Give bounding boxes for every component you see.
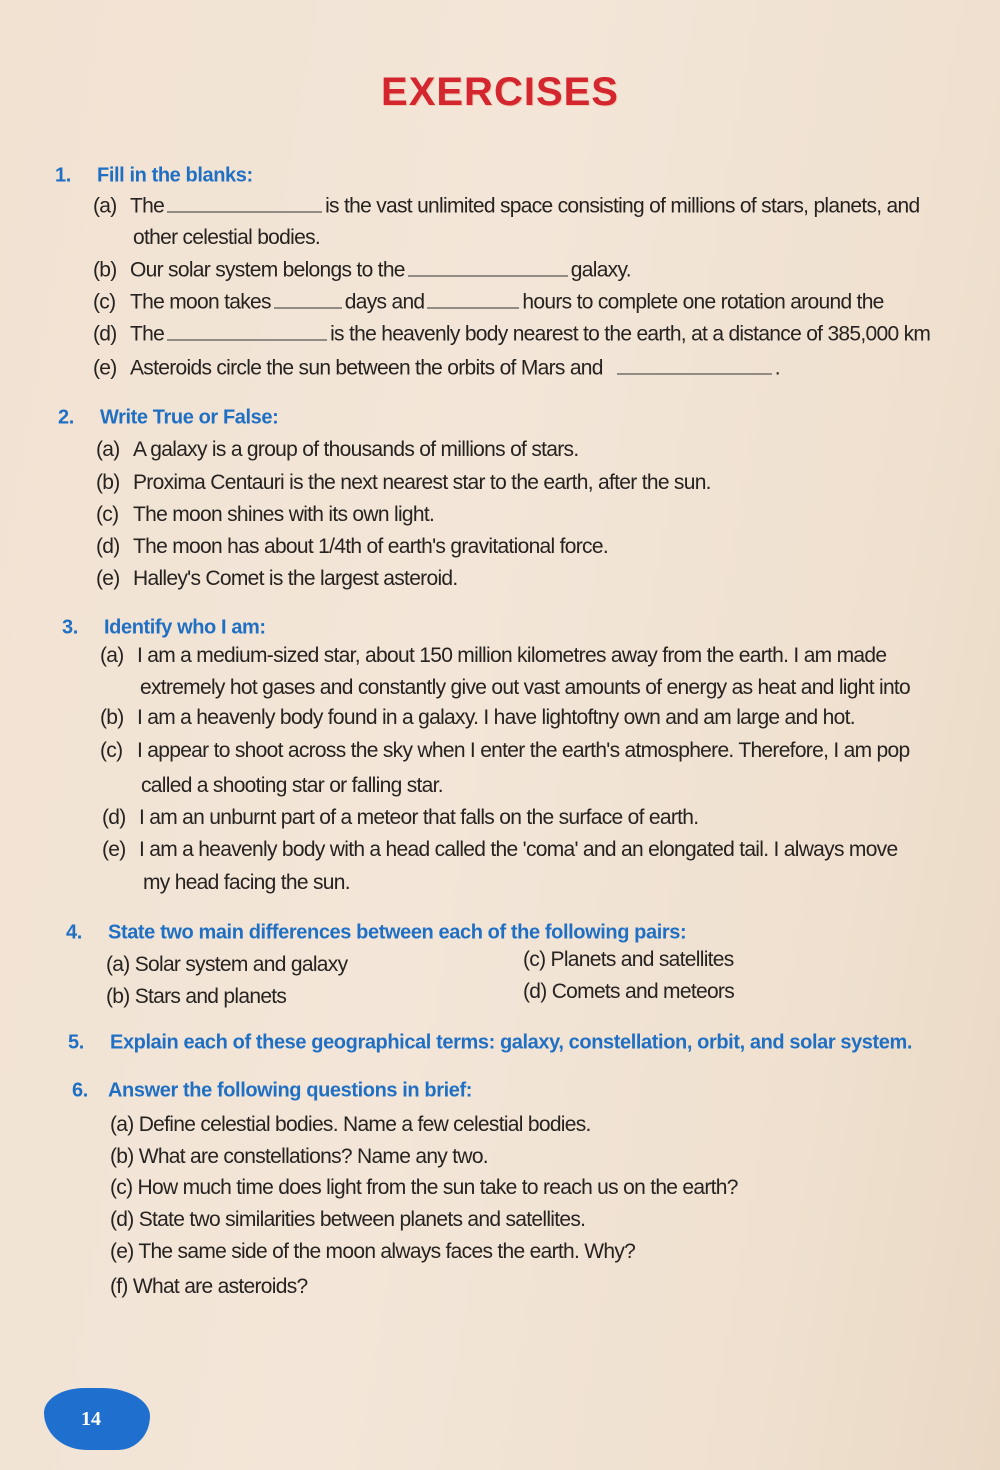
q6-item: (e) The same side of the moon always faces the earth. Why? (110, 1240, 636, 1263)
q4-item: (b) Stars and planets (106, 985, 287, 1008)
q6-item: (f) What are asteroids? (110, 1275, 308, 1298)
q1-item-d (93, 322, 930, 347)
q1-item-e (93, 356, 780, 381)
item-text: hours to complete one rotation around the (522, 290, 884, 314)
q1-item-a (93, 194, 919, 219)
question-5-heading (68, 1032, 912, 1055)
question-number: 4. (66, 921, 82, 944)
q3-item (100, 739, 909, 763)
q3-item (102, 806, 698, 830)
q4-item: (c) Planets and satellites (523, 948, 734, 971)
q2-item (96, 535, 608, 559)
item-label: (c) (100, 739, 123, 762)
item-text: The moon takes (130, 290, 271, 314)
item-text: The moon shines with its own light. (133, 503, 435, 526)
item-text: Our solar system belongs to the (130, 258, 405, 282)
item-text: A galaxy is a group of thousands of millions of stars. (133, 438, 579, 461)
question-4-heading (66, 922, 686, 945)
heading-text: Answer the following questions in brief: (108, 1079, 473, 1102)
item-text: galaxy. (570, 258, 631, 282)
item-label: (d) (102, 806, 126, 829)
blank (167, 194, 322, 213)
q2-item (96, 567, 458, 591)
question-number: 1. (55, 164, 71, 187)
heading-text: Write True or False: (100, 406, 279, 429)
page-title: EXERCISES (381, 70, 619, 114)
blank (427, 290, 519, 309)
blank (274, 290, 342, 309)
item-text: I am a heavenly body found in a galaxy. I have lightoftny own and am large and hot. (137, 706, 855, 729)
q6-item: (d) State two similarities between planets and satellites. (110, 1208, 586, 1231)
q4-item: (a) Solar system and galaxy (106, 953, 348, 976)
q1-item-c (93, 290, 884, 315)
q3-item-cont: extremely hot gases and constantly give out vast amounts of energy as heat and light into (140, 676, 911, 699)
blank (617, 356, 772, 375)
item-text: Proxima Centauri is the next nearest star to the earth, after the sun. (133, 471, 711, 494)
heading-text: State two main differences between each of the following pairs: (108, 921, 687, 944)
item-label: (d) (93, 322, 117, 346)
q6-item: (c) How much time does light from the sun take to reach us on the earth? (110, 1176, 738, 1199)
q3-item-cont: my head facing the sun. (143, 871, 350, 894)
item-text: . (774, 356, 780, 380)
heading-text: Identify who I am: (104, 616, 266, 639)
q6-item: (b) What are constellations? Name any two. (110, 1145, 488, 1168)
question-1-heading (55, 165, 253, 188)
item-text: I am an unburnt part of a meteor that falls on the surface of earth. (139, 806, 699, 829)
item-text: is the vast unlimited space consisting of millions of stars, planets, and (325, 194, 920, 218)
item-text: The moon has about 1/4th of earth's gravitational force. (133, 535, 608, 558)
heading-text: Explain each of these geographical terms: galaxy, constellation, orbit, and solar system. (110, 1031, 913, 1054)
q1-item-b (93, 258, 631, 283)
q4-item: (d) Comets and meteors (523, 980, 735, 1003)
item-label: (c) (93, 290, 116, 314)
item-text: Halley's Comet is the largest asteroid. (133, 567, 458, 590)
heading-text: Fill in the blanks: (97, 164, 253, 187)
item-label: (a) (100, 644, 124, 667)
q2-item (96, 471, 711, 495)
item-label: (e) (96, 567, 120, 590)
item-label: (c) (96, 503, 119, 526)
item-label: (a) (96, 438, 120, 461)
item-label: (b) (100, 706, 124, 729)
q1-item-a-cont: other celestial bodies. (133, 226, 321, 249)
page-number-badge (44, 1388, 150, 1450)
item-text: I am a medium-sized star, about 150 million kilometres away from the earth. I am made (137, 644, 887, 667)
item-label: (a) (93, 194, 117, 218)
item-label: (e) (93, 356, 117, 380)
question-number: 3. (62, 616, 78, 639)
blank (408, 258, 568, 277)
item-text: The (130, 194, 165, 218)
item-text: I appear to shoot across the sky when I enter the earth's atmosphere. Therefore, I am pop (137, 739, 910, 762)
item-text: is the heavenly body nearest to the earth, at a distance of 385,000 km (330, 322, 931, 346)
blank (167, 322, 327, 341)
item-text: I am a heavenly body with a head called the 'coma' and an elongated tail. I always move (139, 838, 898, 861)
q3-item (102, 838, 897, 862)
item-label: (b) (93, 258, 117, 282)
question-3-heading (62, 617, 266, 640)
item-text: The (130, 322, 165, 346)
page-number: 14 (81, 1407, 101, 1430)
question-number: 5. (68, 1031, 84, 1054)
item-label: (b) (96, 471, 120, 494)
q3-item (100, 706, 855, 730)
item-text: days and (344, 290, 425, 314)
q3-item-cont: called a shooting star or falling star. (141, 774, 443, 797)
question-number: 6. (72, 1079, 88, 1102)
q2-item (96, 438, 578, 462)
q2-item (96, 503, 434, 527)
question-number: 2. (58, 406, 74, 429)
q6-item: (a) Define celestial bodies. Name a few celestial bodies. (110, 1113, 591, 1136)
item-text: Asteroids circle the sun between the orbits of Mars and (130, 356, 603, 380)
item-label: (d) (96, 535, 120, 558)
question-2-heading (58, 407, 278, 430)
item-label: (e) (102, 838, 126, 861)
question-6-heading (72, 1080, 472, 1103)
q3-item (100, 644, 886, 668)
